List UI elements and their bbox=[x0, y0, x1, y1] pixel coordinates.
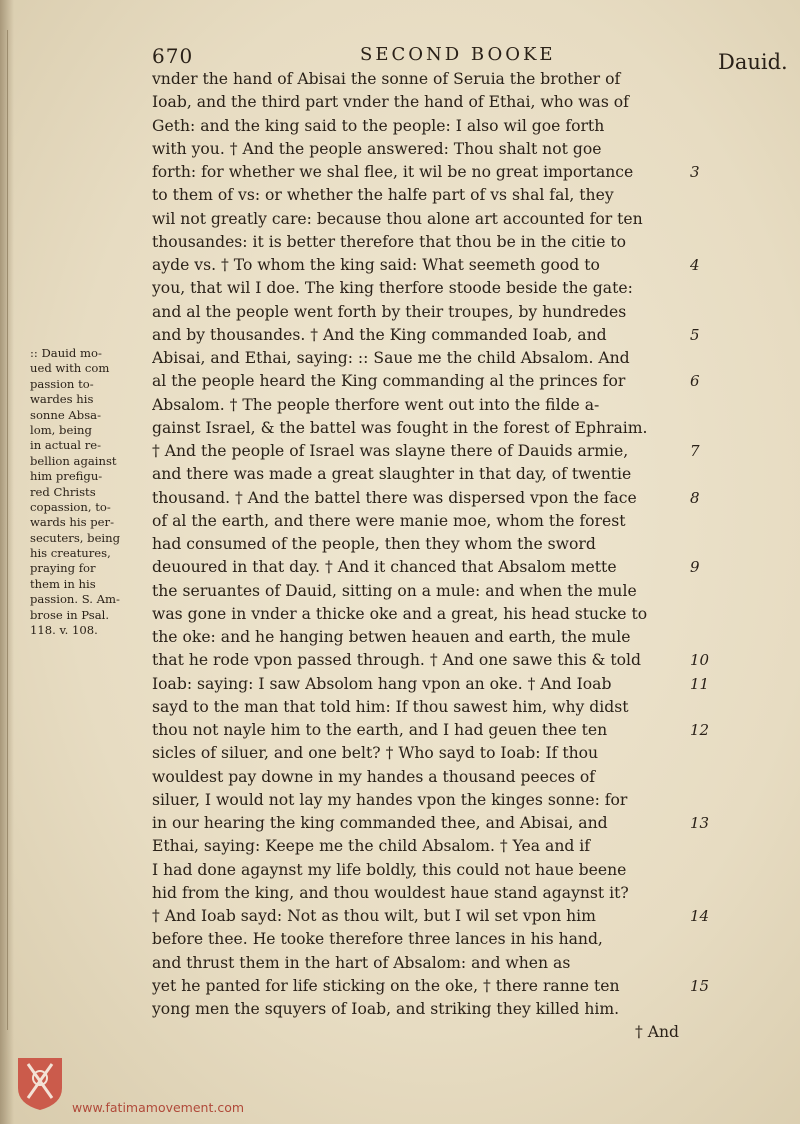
margin-note-line: copassion, to- bbox=[30, 499, 111, 514]
text-line: of al the earth, and there were manie moe, whom the forest bbox=[152, 511, 626, 530]
verse-number: 15 bbox=[690, 976, 710, 995]
text-line: Geth: and the king said to the people: I also wil goe forth bbox=[152, 116, 605, 135]
text-line: yong men the squyers of Ioab, and striking they killed him. bbox=[152, 1000, 620, 1018]
text-line: had consumed of the people, then they whom the sword bbox=[152, 535, 596, 553]
text-line: vnder the hand of Abisai the sonne of Seruia the brother of bbox=[152, 70, 621, 88]
margin-note-line: his creatures, bbox=[30, 546, 111, 561]
text-line: deuoured in that day. † And it chanced that Absalom mette bbox=[152, 558, 617, 577]
text-line: Ioab, and the third part vnder the hand of Ethai, who was of bbox=[152, 93, 629, 112]
text-line: and there was made a great slaughter in that day, of twentie bbox=[152, 465, 632, 484]
margin-note-line: bellion against bbox=[30, 453, 117, 468]
text-line: the oke: and he hanging betwen heauen and earth, the mule bbox=[152, 628, 631, 646]
text-line: thou not nayle him to the earth, and I had geuen thee ten bbox=[152, 721, 608, 739]
verse-number: 12 bbox=[690, 721, 710, 739]
text-line: sayd to the man that told him: If thou sawest him, why didst bbox=[152, 697, 629, 716]
text-line: wil not greatly care: because thou alone art accounted for ten bbox=[152, 209, 643, 228]
verse-number: 13 bbox=[690, 814, 710, 832]
margin-note-line: secuters, being bbox=[30, 530, 121, 545]
verse-number: 6 bbox=[690, 372, 700, 391]
text-line: † And bbox=[634, 1023, 679, 1042]
text-line: was gone in vnder a thicke oke and a great, his head stucke to bbox=[152, 604, 648, 623]
margin-annotation bbox=[30, 346, 148, 638]
text-line: Ethai, saying: Keepe me the child Absalom. † Yea and if bbox=[152, 837, 591, 856]
verse-number: 10 bbox=[690, 651, 710, 670]
margin-note-line: brose in Psal. bbox=[30, 607, 110, 622]
papal-seal-icon bbox=[14, 1054, 66, 1112]
watermark-url[interactable]: www.fatimamovement.com bbox=[72, 1100, 245, 1115]
margin-note-line: :: Dauid mo- bbox=[30, 346, 102, 360]
text-line: and thrust them in the hart of Absalom: and when as bbox=[152, 953, 571, 972]
margin-note-line: praying for bbox=[30, 561, 96, 576]
text-line: thousandes: it is better therefore that thou be in the citie to bbox=[152, 232, 627, 251]
verse-number: 4 bbox=[690, 256, 700, 274]
running-catchword: Dauid. bbox=[718, 50, 788, 74]
text-line: yet he panted for life sticking on the oke, † there ranne ten bbox=[152, 976, 620, 995]
page-number: 670 bbox=[152, 44, 194, 68]
text-line: to them of vs: or whether the halfe part of vs shal fal, they bbox=[152, 186, 614, 205]
text-line: I had done agaynst my life boldly, this could not haue beene bbox=[152, 860, 627, 879]
verse-number: 9 bbox=[690, 558, 700, 577]
text-line: you, that wil I doe. The king therfore stoode beside the gate: bbox=[152, 279, 633, 298]
margin-note-line: sonne Absa- bbox=[30, 407, 101, 422]
verse-number: 5 bbox=[690, 325, 700, 344]
text-line: that he rode vpon passed through. † And one sawe this & told bbox=[152, 651, 641, 670]
text-line: hid from the king, and thou wouldest haue stand agaynst it? bbox=[152, 883, 629, 902]
text-line: Absalom. † The people therfore went out into the filde a- bbox=[152, 395, 600, 414]
margin-note-line: him prefigu- bbox=[30, 469, 103, 484]
text-line: † And the people of Israel was slayne there of Dauids armie, bbox=[152, 442, 629, 460]
text-line: siluer, I would not lay my handes vpon the kinges sonne: for bbox=[152, 790, 628, 809]
text-line: Ioab: saying: I saw Absolom hang vpon an oke. † And Ioab bbox=[152, 674, 612, 693]
text-line: and al the people went forth by their troupes, by hundredes bbox=[152, 302, 627, 321]
text-line: with you. † And the people answered: Thou shalt not goe bbox=[152, 139, 602, 158]
margin-rule bbox=[7, 30, 8, 1030]
text-line: sicles of siluer, and one belt? † Who sayd to Ioab: If thou bbox=[152, 744, 599, 763]
margin-note-line: wardes his bbox=[30, 392, 94, 407]
verse-number: 3 bbox=[690, 163, 700, 181]
margin-note-line: passion to- bbox=[30, 376, 94, 391]
body-text bbox=[152, 68, 687, 1045]
text-line: wouldest pay downe in my handes a thousand peeces of bbox=[152, 767, 596, 786]
margin-note-line: wards his per- bbox=[30, 515, 114, 530]
text-line: gainst Israel, & the battel was fought in the forest of Ephraim. bbox=[152, 418, 648, 437]
text-line: forth: for whether we shal flee, it wil be no great importance bbox=[152, 163, 634, 181]
verse-number: 11 bbox=[690, 674, 710, 693]
margin-note-line: lom, being bbox=[30, 422, 92, 437]
text-line: in our hearing the king commanded thee, and Abisai, and bbox=[152, 814, 608, 832]
margin-note-line: passion. S. Am- bbox=[30, 592, 120, 607]
text-line: the seruantes of Dauid, sitting on a mule: and when the mule bbox=[152, 581, 637, 600]
running-title: SECOND BOOKE bbox=[360, 44, 556, 65]
text-line: al the people heard the King commanding al the princes for bbox=[152, 372, 626, 391]
text-line: thousand. † And the battel there was dispersed vpon the face bbox=[152, 488, 637, 507]
margin-note-line: red Christs bbox=[30, 484, 96, 499]
verse-number: 7 bbox=[690, 442, 700, 460]
text-line: before thee. He tooke therefore three lances in his hand, bbox=[152, 930, 603, 949]
text-line: † And Ioab sayd: Not as thou wilt, but I wil set vpon him bbox=[152, 907, 596, 925]
verse-number: 8 bbox=[690, 488, 700, 507]
verse-number: 14 bbox=[690, 907, 710, 925]
margin-note-line: them in his bbox=[30, 576, 96, 591]
margin-note-line: in actual re- bbox=[30, 438, 102, 453]
text-line: and by thousandes. † And the King commanded Ioab, and bbox=[152, 325, 607, 344]
text-line: ayde vs. † To whom the king said: What seemeth good to bbox=[152, 256, 600, 274]
text-line: Abisai, and Ethai, saying: :: Saue me the child Absalom. And bbox=[152, 349, 630, 367]
margin-note-line: ued with com bbox=[30, 361, 110, 376]
margin-note-line: 118. v. 108. bbox=[30, 623, 98, 638]
